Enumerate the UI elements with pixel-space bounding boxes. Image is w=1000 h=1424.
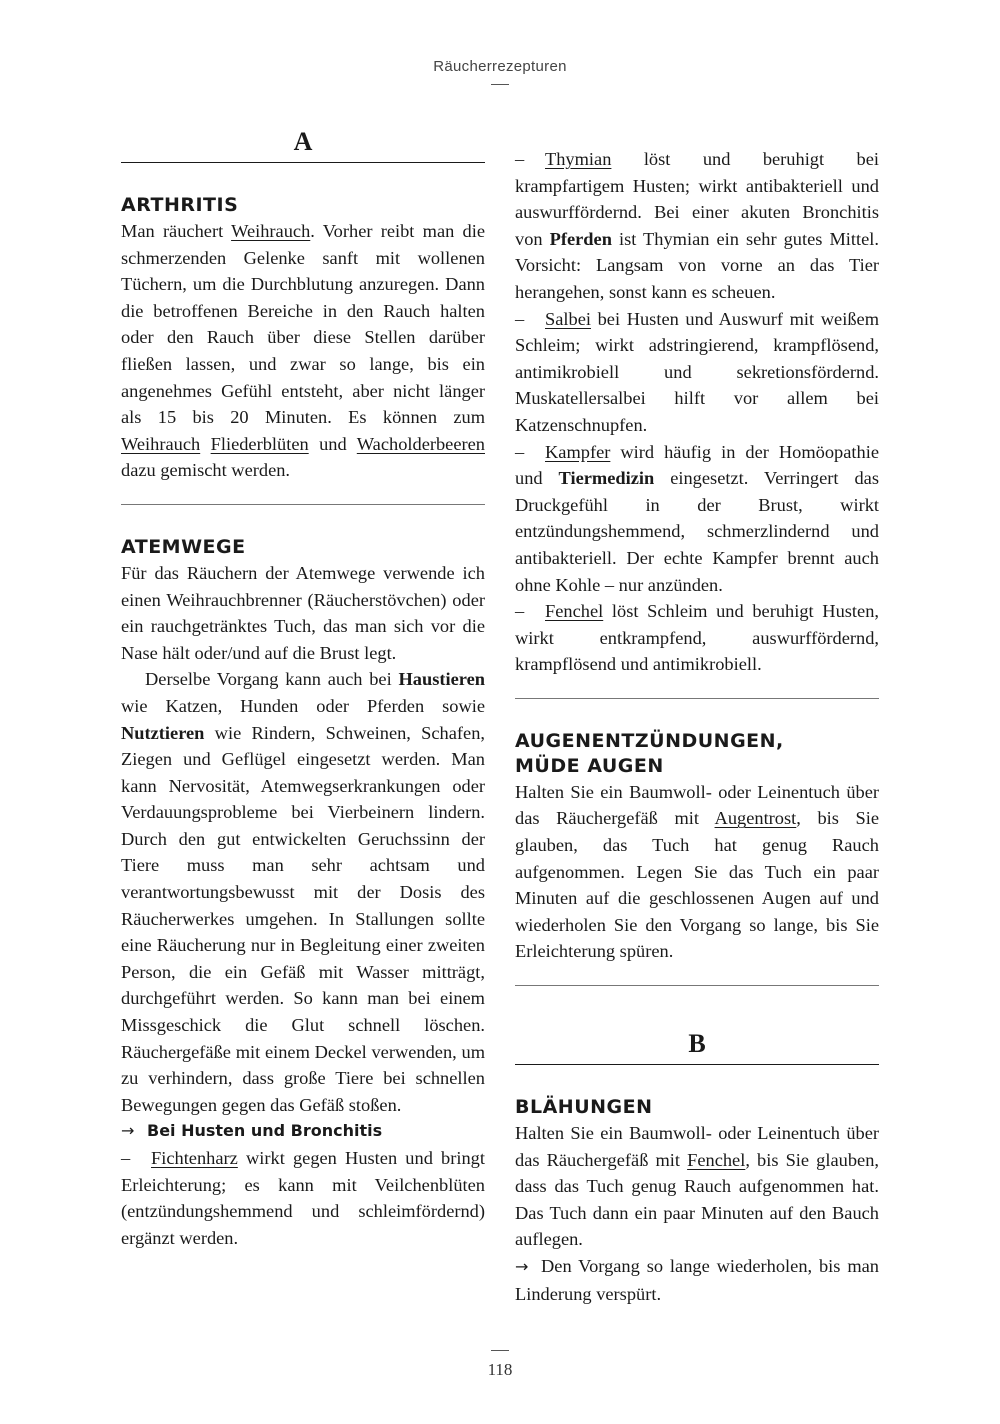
text-run [200,434,210,454]
herb-link-fliederblueten: Fliederblüten [210,433,309,454]
text-run: Man räuchert [121,221,232,241]
herb-link-fenchel: Fenchel [545,601,604,622]
text-run: wie Katzen, Hunden oder Pferden sowie [121,695,485,716]
remedy-fenchel [515,598,879,678]
remedy-kampfer [515,439,879,599]
keyword-nutztieren: Nutztieren [121,722,205,743]
blaehungen-text [515,1120,879,1253]
dash-bullet: – [121,1148,131,1168]
heading-augenentzuendungen [515,729,879,779]
atemwege-paragraph-2 [121,666,485,1118]
text-run: eingesetzt. Verringert das Druckgefühl in der Brust, wirkt entzündungshemmend, schmerzlindernd und antibakteriell. Der echte Kampfer brennt auch ohne Kohle – nur anzünden. [515,468,879,595]
heading-arthritis: ARTHRITIS [121,194,239,216]
text-run: Den Vorgang so lange wiederholen, bis man Linderung verspürt. [515,1256,879,1304]
herb-link-augentrost: Augentrost [714,808,797,829]
heading-blaehungen: BLÄHUNGEN [515,1096,653,1119]
arthritis-text [121,218,485,484]
text-run: dazu gemischt werden. [121,460,291,481]
text-run: löst Schleim und beruhigt Husten, wirkt entkrampfend, auswurffördernd, krampflösend und antimikrobiell. [515,601,879,675]
herb-link-salbei: Salbei [545,308,591,329]
heading-line-1: AUGENENTZÜNDUNGEN, [515,729,784,752]
dash-bullet: – [515,441,525,462]
herb-link-weihrauch-2: Weihrauch [121,433,201,454]
right-column [515,146,879,1307]
section-divider [515,985,879,986]
text-run: bei Husten und Auswurf mit weißem Schleim; wirkt adstringierend, krampflösend, antimikrobiell und sekretionsfördernd. Muskatellersalbei hilft vor allem bei Katzenschnupfen. [515,308,879,435]
herb-link-kampfer: Kampfer [545,441,611,462]
arrow-right-icon: → [515,1257,529,1276]
herb-link-fenchel-2: Fenchel [687,1149,746,1170]
footer-rule [491,1350,509,1351]
blaehungen-tip [515,1253,879,1307]
atemwege-paragraph-1: Für das Räuchern der Atemwege verwende ich einen Weihrauchbrenner (Räucherstövchen) oder ein rauchgetränktes Tuch, das man sich vor die Nase hält oder/und auf die Brust legt. [121,562,485,663]
augen-text [515,779,879,965]
text-run: ist Thymian ein sehr gutes Mittel. Vorsicht: Langsam von vorne an das Tier herangehen, sonst kann es scheuen. [515,228,879,302]
herb-link-thymian: Thymian [545,149,612,169]
remedy-thymian [515,146,879,306]
heading-atemwege: ATEMWEGE [121,535,246,558]
text-run: Halten Sie ein Baumwoll- oder Leinentuch über das Räuchergefäß mit [515,1123,879,1170]
left-column [121,126,485,1251]
text-run: Derselbe Vorgang kann auch bei [145,669,399,690]
dash-bullet: – [515,601,525,622]
section-divider [515,698,879,699]
page-number: 118 [487,1360,513,1379]
text-run: Halten Sie ein Baumwoll- oder Leinentuch über das Räuchergefäß mit [515,781,879,829]
text-run: , bis Sie glauben, das Tuch hat genug Rauch aufgenommen. Legen Sie das Tuch ein paar Minuten auf die geschlossenen Augen auf und wiederholen Sie den Vorgang so lange, bis Sie Erleichterung spüren. [515,808,879,962]
running-head: Räucherrezepturen [433,58,567,75]
text-run: wird häufig in der Homöopathie und [515,441,879,489]
section-letter-b: B [515,1028,879,1065]
text-run: . Vorher reibt man die schmerzenden Gelenke sanft mit wollenen Tüchern, um die Durchblutung anzuregen. Dann die betroffenen Bereiche in den Rauch halten oder den Rauch über diese Stellen darüber fließen lassen, und zwar so lange, bis ein angenehmes Gefühl entsteht, aber nicht länger als 15 bis 20 Minuten. Es können zum [121,221,486,428]
herb-link-fichtenharz: Fichtenharz [151,1148,238,1168]
remedy-salbei [515,306,879,439]
section-letter-a: A [121,126,485,163]
text-run: , bis Sie glauben, dass das Tuch genug Rauch aufgenommen hat. Das Tuch dann ein paar Minuten auf den Bauch auflegen. [515,1149,879,1250]
text-run: wie Rindern, Schweinen, Schafen, Ziegen und Geflügel eingesetzt werden. Man kann Nervosität, Atemwegserkrankungen oder Verdauungsprobleme bei Vierbeinern lindern. Durch den gut entwickelten Geruchssinn der Tiere muss man sehr achtsam und verantwortungsbewusst mit der Dosis des Räucherwerkes umgehen. In Stallungen sollte eine Räucherung nur in Begleitung einer zweiten Person, die ein Gefäß mit Wasser mitträgt, durchgeführt werden. So kann man bei einem Missgeschick die Glut schnell löschen. Räuchergefäße mit einem Deckel verwenden, um zu verhindern, dass große Tiere bei schnellen Bewegungen gegen das Gefäß stoßen. [121,722,485,1115]
remedy-fichtenharz [121,1145,485,1251]
keyword-haustieren: Haustieren [398,669,485,690]
herb-link-weihrauch: Weihrauch [231,221,311,241]
section-divider [121,504,485,505]
dash-bullet: – [515,308,525,329]
subheading-husten-bronchitis [121,1118,485,1145]
keyword-pferden: Pferden [549,228,612,249]
text-run: löst und beruhigt bei krampfartigem Husten; wirkt antibakteriell und auswurffördernd. Bei einer akuten Bronchitis von [515,149,879,249]
text-run: wirkt gegen Husten und bringt Erleichterung; es kann mit Veilchenblüten (entzündungshemmend und schleimfördernd) ergänzt werden. [121,1148,485,1248]
heading-line-2: MÜDE AUGEN [515,754,664,777]
header-rule [491,84,509,85]
herb-link-wacholderbeeren: Wacholderbeeren [356,433,485,454]
text-run: und [308,433,357,454]
dash-bullet: – [515,149,525,169]
keyword-tiermedizin: Tiermedizin [558,468,655,489]
subheading-text: Bei Husten und Bronchitis [147,1121,383,1141]
arrow-right-icon: → [121,1121,135,1141]
